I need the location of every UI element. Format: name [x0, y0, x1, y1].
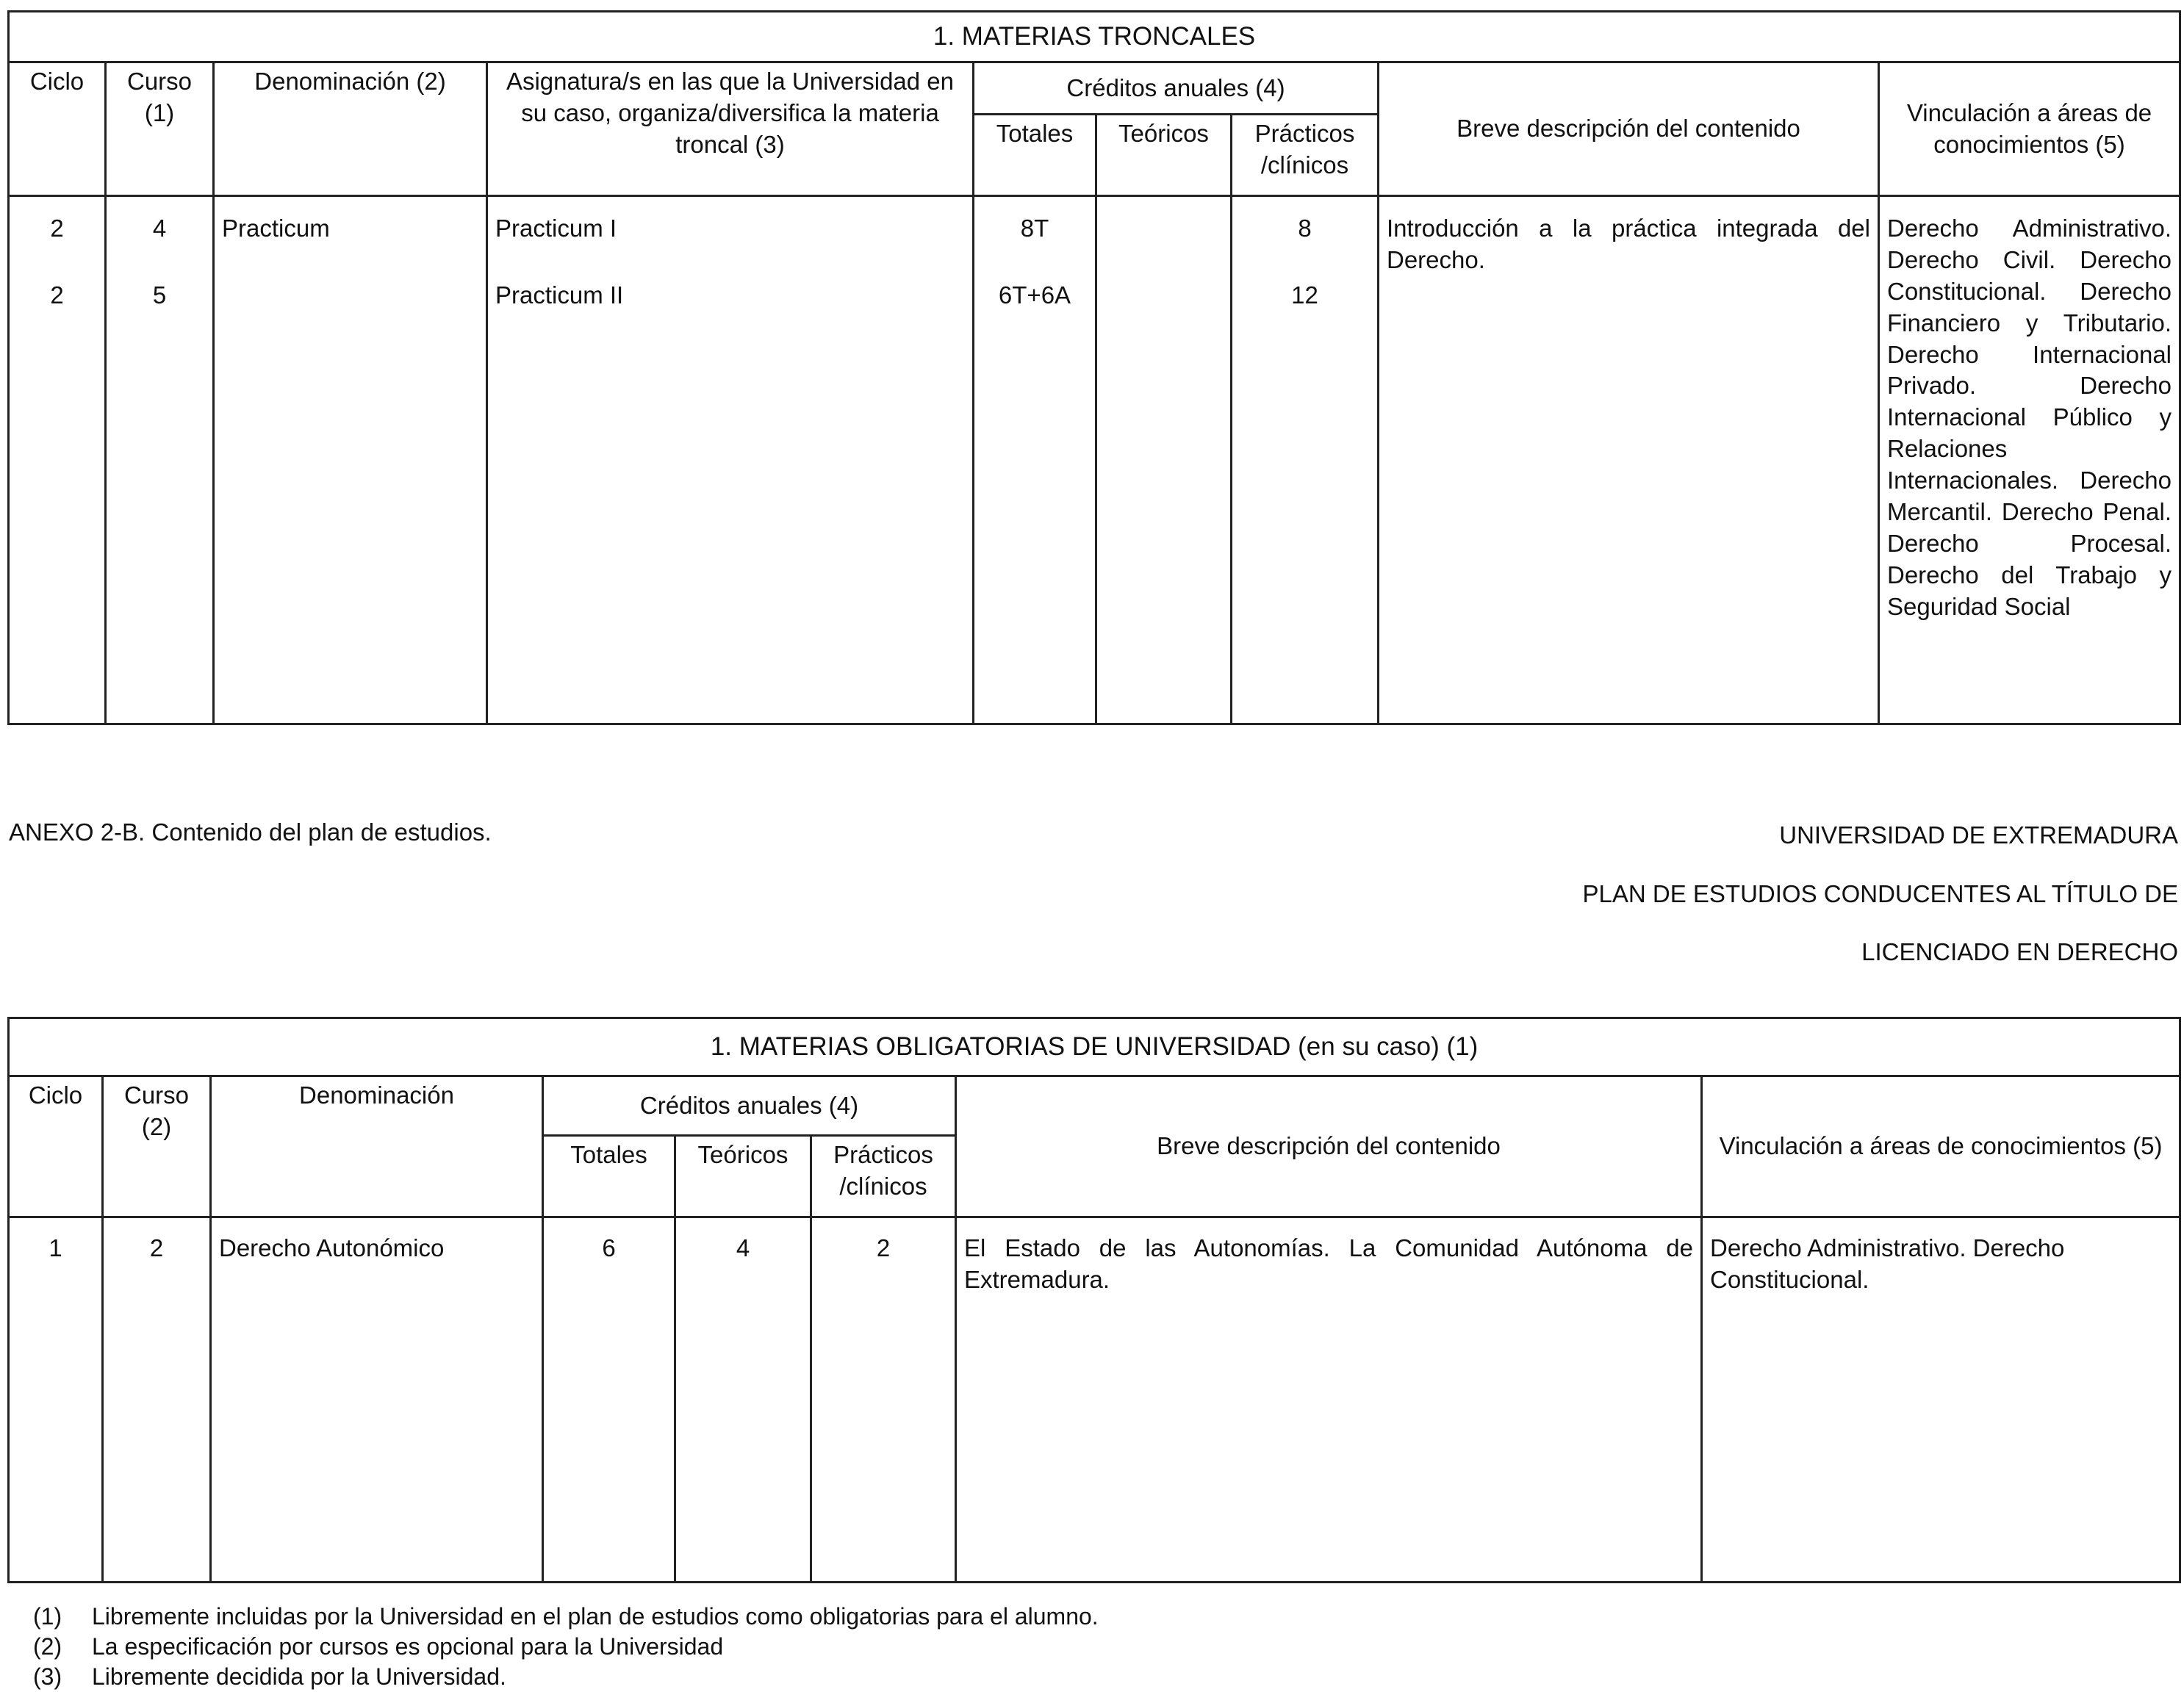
ciclo-cell: 1	[9, 1217, 103, 1583]
list-item: 4	[152, 215, 167, 242]
table-title: 1. MATERIAS TRONCALES	[9, 12, 2180, 62]
footnote-text: Libremente decidida por la Universidad.	[92, 1663, 506, 1690]
anexo-heading: ANEXO 2-B. Contenido del plan de estudios.	[9, 818, 492, 846]
header-practicos: Prácticos /clínicos	[1232, 115, 1379, 196]
header-curso: Curso (1)	[106, 62, 214, 196]
footnote-number: (1)	[33, 1603, 62, 1630]
plan-heading: PLAN DE ESTUDIOS CONDUCENTES AL TÍTULO DE	[1582, 880, 2178, 907]
header-asignaturas: Asignatura/s en las que la Universidad en su caso, organiza/diversifica la materia troncal (3)	[487, 62, 974, 196]
list-item: 5	[152, 281, 167, 309]
practicos-cell: 2	[811, 1217, 956, 1583]
header-creditos: Créditos anuales (4)	[543, 1076, 956, 1136]
header-vinculacion: Vinculación a áreas de conocimientos (5)	[1702, 1076, 2180, 1217]
materias-obligatorias-table	[7, 1017, 2181, 1583]
footnote-text: Libremente incluidas por la Universidad en el plan de estudios como obligatorias para el alumno.	[92, 1603, 1099, 1630]
descripcion-cell: El Estado de las Autonomías. La Comunidad Autónoma de Extremadura.	[956, 1217, 1702, 1583]
materias-troncales-table	[7, 10, 2181, 725]
asignatura-cell	[487, 196, 974, 724]
denominacion-cell	[214, 196, 487, 724]
header-ciclo: Ciclo	[9, 62, 106, 196]
footnote	[33, 1662, 1099, 1692]
teoricos-cell	[1096, 196, 1232, 724]
list-item: Practicum I	[495, 215, 617, 242]
totales-cell: 6	[543, 1217, 675, 1583]
teoricos-cell: 4	[675, 1217, 811, 1583]
denominacion-cell: Derecho Autonómico	[211, 1217, 543, 1583]
footnote	[33, 1602, 1099, 1632]
header-descripcion: Breve descripción del contenido	[1379, 62, 1879, 196]
list-item: 6T+6A	[998, 281, 1071, 309]
header-descripcion: Breve descripción del contenido	[956, 1076, 1702, 1217]
header-vinculacion: Vinculación a áreas de conocimientos (5)	[1879, 62, 2180, 196]
list-item: 2	[50, 281, 64, 309]
list-item: 12	[1291, 281, 1318, 309]
header-totales: Totales	[543, 1136, 675, 1217]
header-creditos: Créditos anuales (4)	[974, 62, 1379, 115]
practicos-cell	[1232, 196, 1379, 724]
list-item: 2	[50, 215, 64, 242]
ciclo-cell	[9, 196, 106, 724]
header-practicos: Prácticos /clínicos	[811, 1136, 956, 1217]
vinculacion-cell: Derecho Administrativo. Derecho Constitucional.	[1702, 1217, 2180, 1583]
footnote	[33, 1632, 1099, 1662]
header-teoricos: Teóricos	[1096, 115, 1232, 196]
degree-title: LICENCIADO EN DERECHO	[1861, 938, 2178, 965]
header-denominacion: Denominación	[211, 1076, 543, 1217]
header-ciclo: Ciclo	[9, 1076, 103, 1217]
footnotes	[33, 1602, 1099, 1692]
curso-cell	[106, 196, 214, 724]
footnote-number: (2)	[33, 1632, 62, 1660]
header-curso: Curso (2)	[103, 1076, 211, 1217]
university-name: UNIVERSIDAD DE EXTREMADURA	[1779, 821, 2178, 849]
totales-cell	[974, 196, 1096, 724]
descripcion-cell: Introducción a la práctica integrada del Derecho.	[1379, 196, 1879, 724]
list-item: 8T	[1020, 215, 1049, 242]
list-item: Practicum II	[495, 281, 624, 309]
header-totales: Totales	[974, 115, 1096, 196]
header-denominacion: Denominación (2)	[214, 62, 487, 196]
footnote-text: La especificación por cursos es opcional para la Universidad	[92, 1632, 724, 1660]
footnote-number: (3)	[33, 1663, 62, 1690]
list-item: 8	[1298, 215, 1312, 242]
header-teoricos: Teóricos	[675, 1136, 811, 1217]
table-title: 1. MATERIAS OBLIGATORIAS DE UNIVERSIDAD (en su caso) (1)	[9, 1018, 2180, 1076]
list-item: Practicum	[222, 215, 330, 242]
curso-cell: 2	[103, 1217, 211, 1583]
vinculacion-cell: Derecho Administrativo. Derecho Civil. Derecho Constitucional. Derecho Financiero y Tributario. Derecho Internacional Privado. Derecho Internacional Público y Relaciones Internacionales. Derecho Mercantil. Derecho Penal. Derecho Procesal. Derecho del Trabajo y Seguridad Social	[1879, 196, 2180, 724]
